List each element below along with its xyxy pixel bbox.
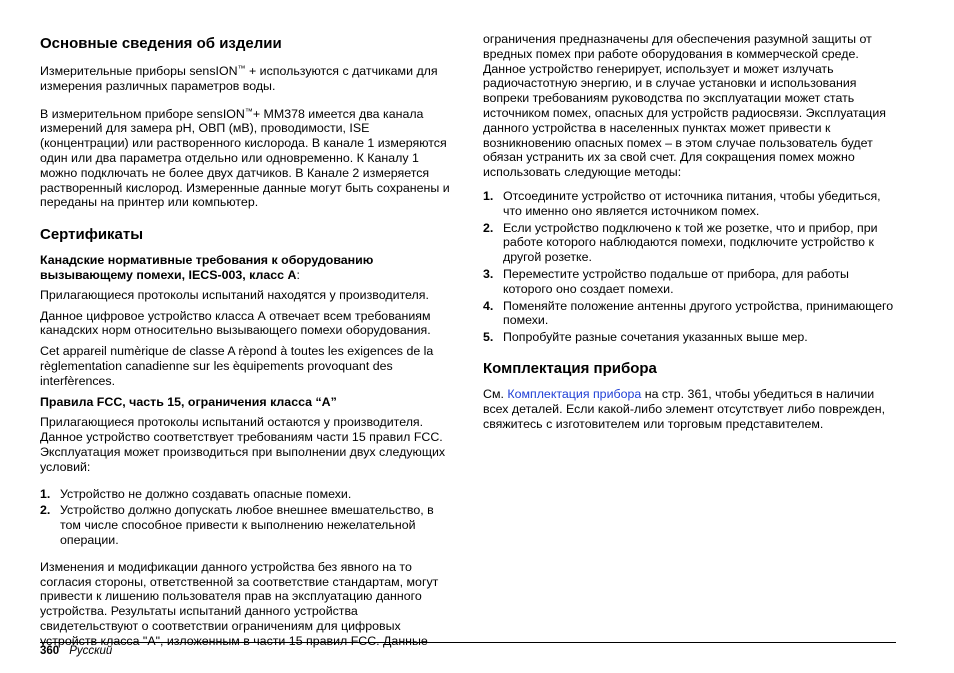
paragraph-class-a-french: Cet appareil numèrique de classe A rèpond à toutes les exigences de la règlementation canadienne sur les èquipements provoquant des interfèrences. <box>40 344 434 388</box>
list-item: 4. Поменяйте положение антенны другого устройства, принимающего помехи. <box>483 298 894 328</box>
interference-methods-list <box>483 189 897 345</box>
left-column <box>40 32 454 649</box>
list-item: 1. Отсоедините устройство от источника питания, чтобы убедиться, что именно оно является источником помех. <box>483 188 881 218</box>
right-column <box>483 32 897 431</box>
heading-fcc-rules: Правила FCC, часть 15, ограничения класса “A” <box>40 394 337 409</box>
paragraph-package-contents: См. Комплектация прибора на стр. 361, чтобы убедиться в наличии всех деталей. Если какой-либо элемент отсутствует либо поврежден, свяжитесь с изготовителем или торговым представителем. <box>483 386 886 431</box>
paragraph-modifications-warning: Изменения и модификации данного устройства без явного на то согласия стороны, ответственной за соответствие стандартам, могут привести к лишению пользователя прав на эксплуатацию данного устройства. Результаты испытаний данного устройства свидетельствуют о соответствии ограничениям для цифровых устройств класса "A", изложенным в части 15 правил FCC. Данные <box>40 559 439 648</box>
list-item: 1. Устройство не должно создавать опасные помехи. <box>40 486 352 501</box>
trademark-symbol: ™ <box>244 106 253 116</box>
paragraph-class-a-compliance: Данное цифровое устройство класса А отвечает всем требованиям канадских норм относительно вызывающего помехи оборудования. <box>40 308 431 338</box>
list-item: 2. Если устройство подключено к той же розетке, что и прибор, при работе которого наблюдаются помехи, подключите устройство к другой розетке. <box>483 220 878 265</box>
paragraph-mm378-channels: В измерительном приборе sensION™+ MM378 имеется два канала измерений для замера pH, ОВП (мВ), проводимости, ISE (концентрации) или растворенного кислорода. В канале 1 измеряются один или два параметра отдельно или одновременно. К Каналу 1 можно подключать не более двух датчиков. В Канале 2 измеряется растворенный кислород. Измеренные данные могут быть сохранены и переданы на принтер или компьютер. <box>40 106 450 210</box>
heading-canada-regulations: Канадские нормативные требования к оборудованию вызывающему помехи, IECS-003, класс А: <box>40 253 374 282</box>
paragraph-product-intro: Измерительные приборы sensION™ + используются с датчиками для измерения различных параметров воды. <box>40 64 438 93</box>
paragraph-fcc-conditions: Прилагающиеся протоколы испытаний остаются у производителя. Данное устройство соответствует требованиям части 15 правил FCC. Эксплуатация может производиться при выполнении двух следующих условий: <box>40 415 446 474</box>
trademark-symbol: ™ <box>237 64 246 73</box>
heading-certificates: Сертификаты <box>40 226 144 244</box>
heading-product-overview: Основные сведения об изделии <box>40 35 282 52</box>
list-item: 2. Устройство должно допускать любое внешнее вмешательство, в том числе способное привести к выполнению нежелательной операции. <box>40 503 434 547</box>
paragraph-test-reports: Прилагающиеся протоколы испытаний находятся у производителя. <box>40 287 429 302</box>
package-contents-link[interactable]: Комплектация прибора <box>507 386 642 401</box>
heading-package-contents: Комплектация прибора <box>483 359 657 377</box>
fcc-conditions-list <box>40 487 454 548</box>
page-footer <box>40 644 112 658</box>
footer-language: Русский <box>69 645 113 657</box>
footer-divider <box>40 642 896 643</box>
list-item: 5. Попробуйте разные сочетания указанных выше мер. <box>483 330 808 345</box>
paragraph-fcc-continued: ограничения предназначены для обеспечения разумной защиты от вредных помех при работе оборудования в коммерческой среде. Данное устройство генерирует, использует и может излучать радиочастотную энергию, и в случае установки и использования вопреки требованиям руководства по эксплуатации может стать источником помех, опасных для устройств радиосвязи. Эксплуатация данного устройства в населенных пунктах может привести к возникновению опасных помех – в этом случае пользователь будет обязан устранить их за свой счет. Для сокращения помех можно использовать следующие методы: <box>483 32 887 180</box>
page-number: 360 <box>40 645 60 657</box>
list-item: 3. Переместите устройство подальше от прибора, для работы которого оно создает помехи. <box>483 266 849 296</box>
